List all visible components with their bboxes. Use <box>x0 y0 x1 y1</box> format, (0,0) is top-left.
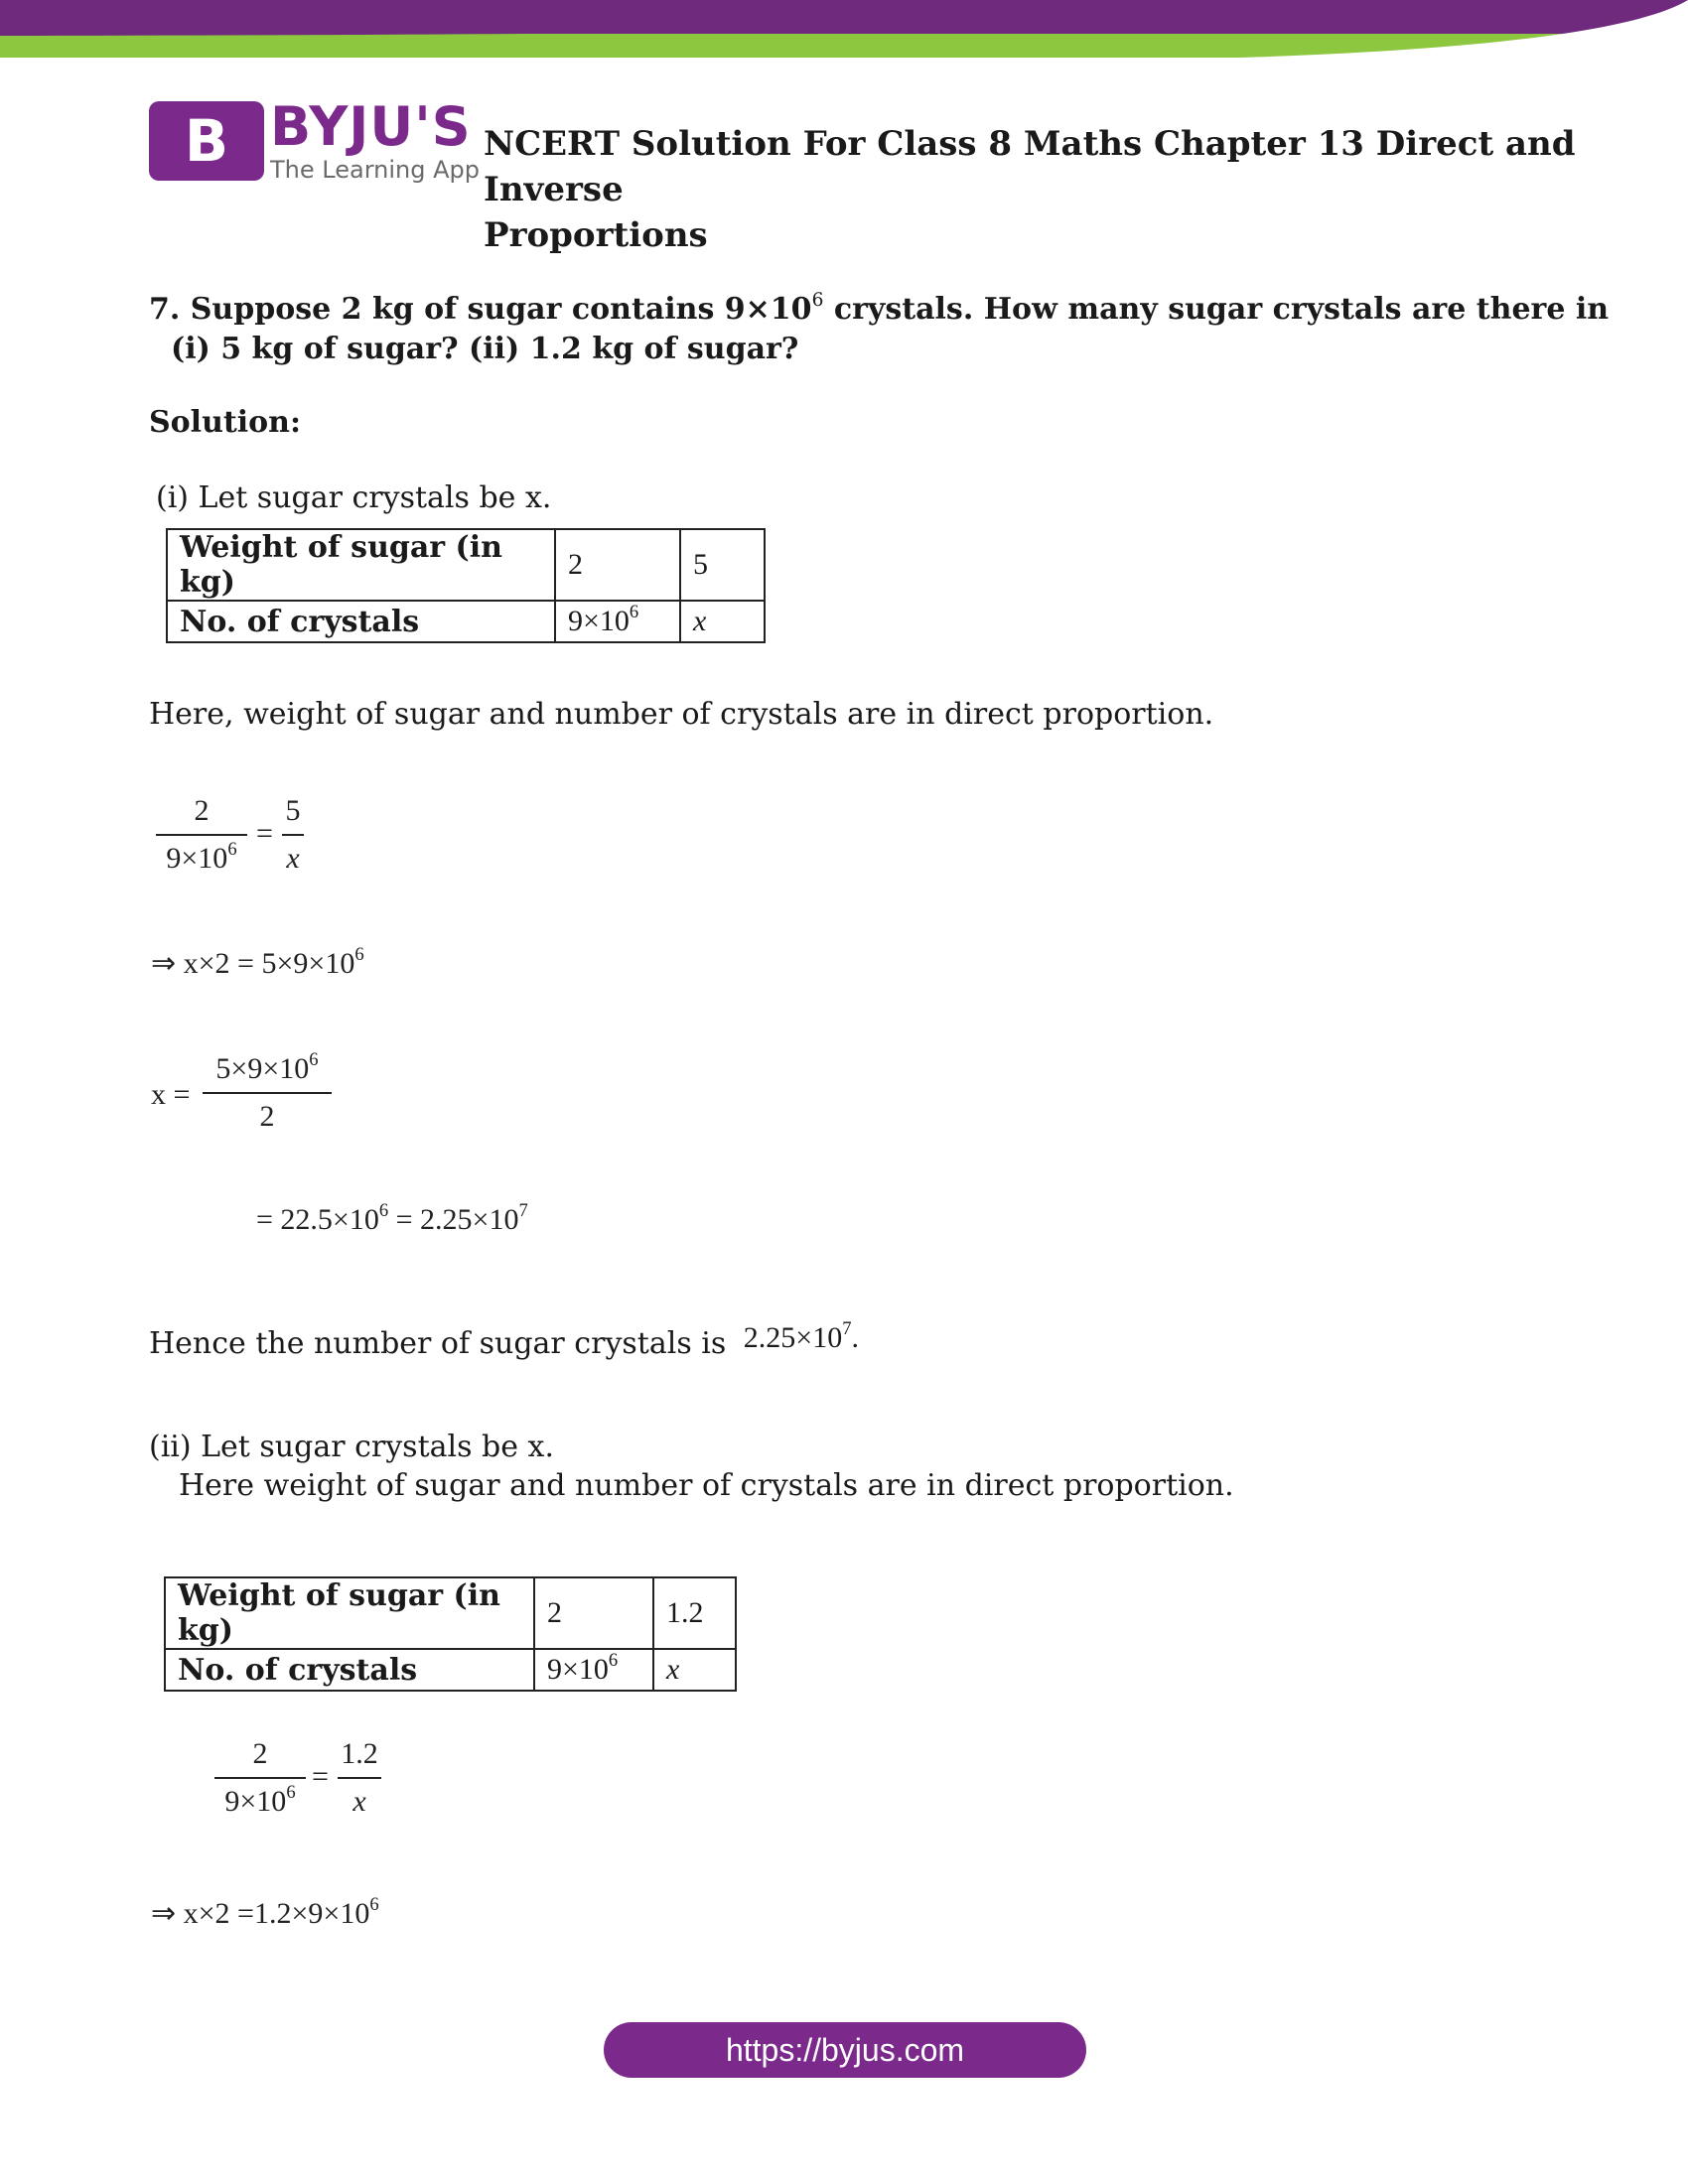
page-title-line-2: Proportions <box>484 215 708 255</box>
part1-answer: $2.25\times 10^7$. <box>743 1318 860 1354</box>
table-cell: x <box>680 601 765 642</box>
part1-step-2-fraction: $\frac{5\times 9\times 10^6}{2}$ <box>203 1052 332 1134</box>
table-header-cell: Weight of sugar (in kg) <box>165 1577 534 1649</box>
table-row <box>167 529 765 601</box>
table-header-cell: No. of crystals <box>165 1649 534 1691</box>
table-header-cell: Weight of sugar (in kg) <box>167 529 555 601</box>
table-cell: 2 <box>555 529 680 601</box>
equals-sign: = <box>256 817 273 850</box>
part1-intro: (i) Let sugar crystals be x. <box>156 480 552 515</box>
table-cell: $9\times 10^6$ <box>555 601 680 642</box>
table-cell: 1.2 <box>653 1577 736 1649</box>
table-header-cell: No. of crystals <box>167 601 555 642</box>
part2-table <box>164 1576 737 1692</box>
part1-table <box>166 528 766 643</box>
brand-name: BYJU'S <box>270 95 472 158</box>
part2-note: Here weight of sugar and number of crystals are in direct proportion. <box>179 1468 1234 1503</box>
part1-x-equals: x = <box>151 1078 191 1111</box>
equals-sign: = <box>312 1760 329 1793</box>
part2-fraction-left: $\frac{2}{9\times 10^6}$ <box>214 1737 306 1819</box>
table-cell: 5 <box>680 529 765 601</box>
footer-url-link[interactable]: https://byjus.com <box>604 2022 1086 2078</box>
byjus-logo <box>149 95 480 184</box>
question-line-2: (i) 5 kg of sugar? (ii) 1.2 kg of sugar? <box>171 332 799 366</box>
part1-step-3: = $22.5\times 10^6 = 2.25\times 10^7$ <box>256 1200 528 1236</box>
part2-step-1: ⇒ $x\times 2 =1.2\times 9\times 10^6$ <box>151 1894 379 1930</box>
logo-mark <box>149 101 264 181</box>
part2-fraction-right: $\frac{1.2}{x}$ <box>338 1737 381 1819</box>
part1-fraction-left: $\frac{2}{9\times 10^6}$ <box>156 794 247 876</box>
part1-fraction-right: $\frac{5}{x}$ <box>282 794 304 876</box>
part1-note: Here, weight of sugar and number of crystals are in direct proportion. <box>149 697 1214 732</box>
question-line-1: 7. Suppose 2 kg of sugar contains $9\times 10^6$ crystals. How many sugar crystals are there in <box>149 290 1610 327</box>
solution-label: Solution: <box>149 405 302 440</box>
table-row <box>165 1577 736 1649</box>
part1-conclusion: Hence the number of sugar crystals is $2.25\times 10^7$. <box>149 1318 860 1361</box>
part1-step-1: ⇒ $x\times 2 = 5\times 9\times 10^6$ <box>151 944 364 980</box>
header-decorative-band <box>0 0 1688 60</box>
page-title <box>484 121 1655 258</box>
part2-intro: (ii) Let sugar crystals be x. <box>149 1430 554 1464</box>
table-row <box>165 1649 736 1691</box>
table-cell: 2 <box>534 1577 653 1649</box>
page-title-line-1: NCERT Solution For Class 8 Maths Chapter 13 Direct and Inverse <box>484 124 1576 209</box>
table-row <box>167 601 765 642</box>
question-text <box>149 290 1609 369</box>
brand-tagline: The Learning App <box>270 156 480 184</box>
logo-letter: B <box>184 107 229 175</box>
table-cell: $9\times 10^6$ <box>534 1649 653 1691</box>
table-cell: x <box>653 1649 736 1691</box>
